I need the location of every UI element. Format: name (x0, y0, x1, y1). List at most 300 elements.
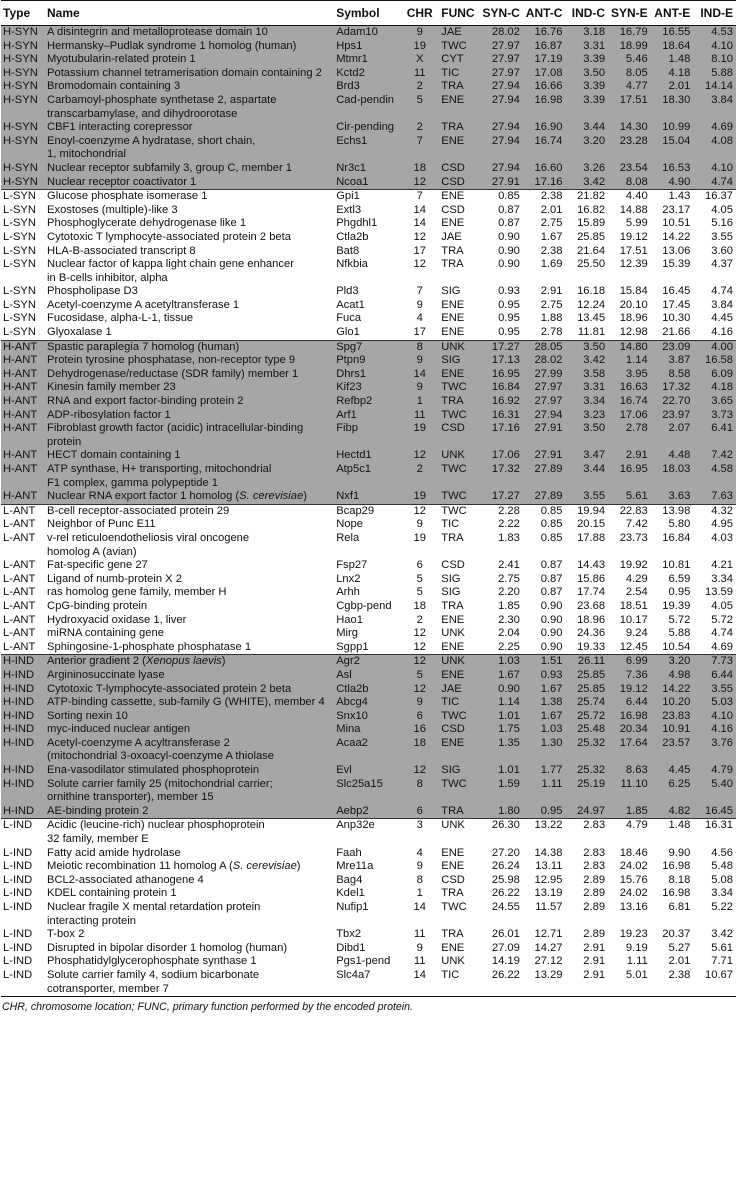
type-cell: L-IND (3, 901, 33, 913)
ant-c-cell: 27.91 (523, 422, 566, 449)
type-cell: H-SYN (1, 94, 45, 121)
name-cell: Acetyl-coenzyme A acetyltransferase 1 (47, 298, 240, 311)
ind-c-cell: 15.89 (577, 217, 606, 230)
ind-c-cell: 19.94 (565, 504, 608, 518)
syn-e-cell: 1.11 (626, 955, 648, 968)
name-cell: Nuclear receptor coactivator 1 (45, 176, 334, 190)
gene-table (1, 0, 736, 997)
ind-c-cell: 23.68 (577, 599, 606, 612)
name-cell: Disrupted in bipolar disorder 1 homolog (human) (47, 941, 288, 954)
ant-e-cell: 16.55 (651, 26, 694, 40)
type-cell: L-SYN (3, 217, 36, 230)
func-cell: TWC (439, 778, 480, 805)
syn-c-cell: 16.92 (480, 395, 523, 409)
chr-cell: 12 (398, 449, 439, 463)
chr-cell: 18 (398, 162, 439, 176)
table-row (1, 245, 736, 259)
ind-e-cell: 4.21 (711, 559, 733, 572)
type-cell: H-IND (1, 737, 45, 764)
type-cell: L-IND (3, 941, 33, 954)
col-header-symbol: Symbol (334, 1, 398, 26)
func-cell: ENE (439, 94, 480, 121)
ind-e-cell: 7.73 (693, 655, 736, 669)
ant-c-cell: 0.85 (540, 531, 563, 544)
syn-c-cell: 27.91 (480, 176, 523, 190)
ind-c-cell: 2.89 (583, 901, 606, 913)
ind-e-cell: 6.41 (693, 422, 736, 449)
type-cell: L-IND (3, 846, 33, 859)
table-row (1, 40, 736, 54)
ind-c-cell: 17.74 (577, 586, 606, 599)
func-cell: ENE (439, 737, 480, 764)
symbol-cell: Bat8 (336, 244, 360, 257)
table-row (1, 600, 736, 614)
ind-c-cell: 25.85 (565, 669, 608, 683)
syn-e-cell: 16.74 (608, 395, 651, 409)
name-cell: T-box 2 (47, 928, 85, 941)
ant-e-cell: 17.32 (651, 381, 694, 395)
ant-c-cell: 1.30 (523, 737, 566, 764)
ant-c-cell: 11.57 (535, 901, 563, 913)
syn-e-cell: 2.91 (608, 449, 651, 463)
func-cell: ENE (441, 217, 465, 230)
name-cell: Cytotoxic T lymphocyte-associated protein 2 beta (47, 230, 291, 243)
ind-e-cell: 3.84 (711, 298, 733, 311)
syn-c-cell: 16.84 (480, 381, 523, 395)
table-row (1, 683, 736, 697)
symbol-cell: Extl3 (336, 203, 362, 216)
chr-cell: 16 (398, 723, 439, 737)
ant-c-cell: 0.95 (523, 805, 566, 819)
ant-e-cell: 18.03 (651, 463, 694, 490)
ant-c-cell: 0.93 (523, 669, 566, 683)
syn-e-cell: 17.06 (608, 409, 651, 423)
syn-e-cell: 14.80 (608, 340, 651, 354)
symbol-cell: Evl (334, 764, 398, 778)
chr-cell: 4 (416, 846, 423, 859)
ind-c-cell: 2.89 (583, 873, 606, 886)
type-cell: H-ANT (1, 340, 45, 354)
symbol-cell: Faah (336, 846, 362, 859)
type-cell: L-SYN (3, 203, 36, 216)
table-row (1, 395, 736, 409)
ant-e-cell: 23.17 (662, 203, 691, 216)
name-cell: Argininosuccinate lyase (45, 669, 334, 683)
symbol-cell: Echs1 (334, 135, 398, 162)
syn-e-cell: 23.28 (608, 135, 651, 162)
table-row (1, 409, 736, 423)
ant-e-cell: 10.81 (662, 559, 691, 572)
syn-c-cell: 17.27 (480, 490, 523, 504)
syn-e-cell: 15.84 (619, 285, 648, 298)
ant-e-cell: 3.87 (651, 354, 694, 368)
symbol-cell: Dibd1 (336, 941, 366, 954)
table-row (1, 162, 736, 176)
ind-e-cell: 3.73 (693, 409, 736, 423)
ind-c-cell: 11.81 (577, 326, 606, 339)
syn-e-cell: 9.24 (625, 627, 648, 640)
func-cell: TRA (439, 805, 480, 819)
symbol-cell: Lnx2 (336, 572, 361, 585)
syn-e-cell: 4.40 (608, 190, 651, 204)
name-cell: Hermansky–Pudlak syndrome 1 homolog (human) (45, 40, 334, 54)
func-cell: TRA (439, 395, 480, 409)
ind-c-cell: 13.45 (577, 312, 606, 325)
func-cell: JAE (439, 26, 480, 40)
chr-cell: X (398, 53, 439, 67)
type-cell: L-IND (3, 873, 33, 886)
ant-e-cell: 16.98 (662, 887, 691, 900)
syn-c-cell: 0.85 (480, 190, 523, 204)
ind-e-cell: 4.56 (711, 846, 733, 859)
name-line: Enoyl-coenzyme A hydratase, short chain, (47, 134, 256, 147)
syn-e-cell: 4.29 (625, 572, 648, 585)
chr-cell: 12 (413, 640, 426, 653)
ind-e-cell: 8.10 (693, 53, 736, 67)
symbol-cell: Abcg4 (334, 696, 398, 710)
chr-cell: 8 (398, 340, 439, 354)
func-cell: TRA (441, 244, 464, 257)
ind-c-cell: 3.58 (565, 368, 608, 382)
name-cell (45, 737, 334, 764)
chr-cell: 18 (413, 599, 426, 612)
type-cell: H-ANT (1, 463, 45, 490)
ind-e-cell: 5.16 (711, 217, 733, 230)
type-cell: L-SYN (3, 258, 36, 271)
type-cell: L-SYN (3, 230, 36, 243)
table-row (1, 490, 736, 504)
table-row (1, 204, 736, 218)
table-row (1, 901, 736, 928)
ind-c-cell: 2.83 (583, 846, 606, 859)
ant-c-cell: 0.90 (540, 627, 563, 640)
ind-e-cell: 5.88 (693, 67, 736, 81)
name-line: Acetyl-coenzyme A acyltransferase 2 (47, 736, 230, 749)
ind-c-cell: 15.86 (577, 572, 606, 585)
ind-c-cell: 3.26 (565, 162, 608, 176)
syn-c-cell: 0.95 (498, 312, 520, 325)
name-cell (45, 422, 334, 449)
func-cell: SIG (439, 354, 480, 368)
syn-c-cell: 1.80 (480, 805, 523, 819)
chr-cell: 7 (398, 135, 439, 162)
symbol-cell: Hao1 (336, 613, 363, 626)
name-cell: Fatty acid amide hydrolase (47, 846, 181, 859)
ant-e-cell: 16.98 (662, 860, 691, 873)
ant-e-cell: 1.48 (651, 819, 694, 847)
ind-e-cell: 4.95 (711, 518, 733, 531)
func-cell: UNK (439, 340, 480, 354)
ant-e-cell: 22.70 (651, 395, 694, 409)
table-row (1, 176, 736, 190)
func-cell: ENE (441, 860, 465, 873)
table-row (1, 819, 736, 847)
table-row (1, 299, 736, 313)
table-row (1, 258, 736, 285)
ant-c-cell: 17.08 (523, 67, 566, 81)
syn-c-cell: 14.19 (491, 955, 520, 968)
table-row (1, 80, 736, 94)
ind-c-cell: 2.91 (565, 969, 608, 997)
func-cell: TRA (441, 531, 464, 544)
name-cell: Ligand of numb-protein X 2 (47, 572, 182, 585)
ant-c-cell: 1.51 (523, 655, 566, 669)
syn-e-cell: 5.46 (608, 53, 651, 67)
type-cell: L-ANT (3, 613, 36, 626)
chr-cell: 7 (416, 285, 423, 298)
ind-c-cell: 3.31 (565, 381, 608, 395)
syn-c-cell: 26.24 (491, 860, 520, 873)
syn-c-cell: 26.22 (480, 969, 523, 997)
ind-e-cell: 16.31 (693, 819, 736, 847)
chr-cell: 12 (398, 655, 439, 669)
ind-e-cell: 5.72 (711, 613, 733, 626)
ind-c-cell: 25.32 (565, 737, 608, 764)
type-cell: H-IND (1, 710, 45, 724)
type-cell: L-SYN (3, 326, 36, 339)
ind-e-cell: 4.69 (711, 640, 733, 653)
name-cell: ADP-ribosylation factor 1 (45, 409, 334, 423)
symbol-cell: Kif23 (334, 381, 398, 395)
chr-cell: 11 (413, 928, 426, 941)
ind-c-cell: 2.91 (583, 941, 606, 954)
table-row (1, 573, 736, 587)
type-cell: H-SYN (1, 162, 45, 176)
table-row (1, 354, 736, 368)
ant-e-cell: 4.18 (651, 67, 694, 81)
type-cell: H-ANT (1, 381, 45, 395)
col-header-chr: CHR (398, 1, 439, 26)
syn-e-cell: 2.78 (608, 422, 651, 449)
func-cell: JAE (439, 683, 480, 697)
type-cell: H-IND (1, 764, 45, 778)
func-cell: ENE (441, 846, 465, 859)
chr-cell: 1 (398, 395, 439, 409)
table-row (1, 285, 736, 299)
func-cell: TIC (439, 969, 480, 997)
syn-e-cell: 23.54 (608, 162, 651, 176)
chr-cell: 6 (398, 710, 439, 724)
func-cell: UNK (439, 449, 480, 463)
ind-c-cell: 21.64 (577, 244, 606, 257)
chr-cell: 8 (398, 778, 439, 805)
chr-cell: 3 (398, 819, 439, 847)
chr-cell: 11 (398, 67, 439, 81)
name-line: in B-cells inhibitor, alpha (47, 271, 168, 284)
col-header-type: Type (1, 1, 45, 26)
syn-e-cell: 17.51 (619, 244, 648, 257)
name-line: Fibroblast growth factor (acidic) intracellular-binding (47, 422, 304, 435)
ant-c-cell: 16.60 (523, 162, 566, 176)
symbol-cell: Nufip1 (336, 901, 369, 913)
ind-c-cell: 16.82 (577, 203, 606, 216)
name-cell: CBF1 interacting corepressor (45, 121, 334, 135)
ant-c-cell: 27.12 (534, 955, 563, 968)
chr-cell: 9 (398, 26, 439, 40)
ind-c-cell: 25.74 (565, 696, 608, 710)
syn-c-cell: 24.55 (491, 901, 520, 913)
func-cell: TWC (439, 504, 480, 518)
chr-cell: 9 (398, 354, 439, 368)
chr-cell: 9 (398, 696, 439, 710)
chr-cell: 9 (416, 298, 423, 311)
ant-e-cell: 4.98 (651, 669, 694, 683)
name-cell (45, 463, 334, 490)
ant-e-cell: 23.97 (651, 409, 694, 423)
ant-c-cell: 27.97 (523, 381, 566, 395)
ant-c-cell: 2.78 (540, 326, 563, 339)
type-cell: L-IND (1, 969, 45, 997)
table-row (1, 312, 736, 326)
type-cell: H-SYN (1, 176, 45, 190)
func-cell: CSD (439, 422, 480, 449)
type-cell: H-IND (1, 669, 45, 683)
ant-c-cell: 28.02 (523, 354, 566, 368)
chr-cell: 2 (398, 463, 439, 490)
symbol-cell: Bag4 (336, 873, 363, 886)
ind-e-cell: 6.44 (693, 669, 736, 683)
name-cell: Glucose phosphate isomerase 1 (45, 190, 334, 204)
ant-e-cell: 15.39 (662, 258, 691, 271)
ind-c-cell: 18.96 (577, 613, 606, 626)
ant-c-cell: 2.75 (540, 217, 563, 230)
ind-e-cell: 7.71 (711, 955, 733, 968)
col-header-ind-c: IND-C (565, 1, 608, 26)
ant-c-cell: 12.95 (534, 873, 563, 886)
ant-c-cell: 27.97 (523, 395, 566, 409)
func-cell: SIG (441, 572, 461, 585)
ind-c-cell: 24.36 (577, 627, 606, 640)
name-line: (mitochondrial 3-oxoacyl-coenzyme A thiolase (47, 750, 274, 763)
table-row (1, 94, 736, 121)
ant-e-cell: 9.90 (668, 846, 691, 859)
name-cell: Fucosidase, alpha-L-1, tissue (47, 312, 194, 325)
syn-c-cell: 17.13 (480, 354, 523, 368)
func-cell: TWC (439, 381, 480, 395)
name-line: v-rel reticuloendotheliosis viral oncogene (47, 531, 250, 544)
ant-c-cell: 1.88 (540, 312, 563, 325)
ind-e-cell: 10.67 (693, 969, 736, 997)
table-row (1, 955, 736, 969)
chr-cell: 18 (398, 737, 439, 764)
func-cell: CSD (441, 559, 465, 572)
func-cell: UNK (439, 655, 480, 669)
table-row (1, 67, 736, 81)
syn-e-cell: 17.64 (608, 737, 651, 764)
name-cell: Sorting nexin 10 (45, 710, 334, 724)
table-row (1, 928, 736, 942)
type-cell: H-ANT (1, 409, 45, 423)
func-cell: TIC (439, 67, 480, 81)
func-cell: ENE (441, 613, 465, 626)
name-cell: Nuclear receptor subfamily 3, group C, member 1 (45, 162, 334, 176)
ant-e-cell: 14.22 (662, 230, 691, 243)
ant-c-cell: 1.38 (523, 696, 566, 710)
syn-e-cell: 12.39 (619, 258, 648, 271)
syn-e-cell: 17.51 (608, 94, 651, 121)
name-line: homolog A (avian) (47, 545, 137, 558)
ind-e-cell: 4.53 (693, 26, 736, 40)
syn-e-cell: 16.95 (608, 463, 651, 490)
ind-e-cell: 3.55 (711, 230, 733, 243)
ant-c-cell: 14.38 (534, 846, 563, 859)
syn-c-cell: 17.06 (480, 449, 523, 463)
syn-c-cell: 2.41 (498, 559, 520, 572)
name-cell: Fat-specific gene 27 (47, 559, 148, 572)
syn-e-cell: 15.76 (619, 873, 648, 886)
ant-c-cell: 17.19 (523, 53, 566, 67)
symbol-cell: Acat1 (336, 298, 365, 311)
name-cell: Cytotoxic T-lymphocyte-associated protein 2 beta (45, 683, 334, 697)
table-row (1, 942, 736, 956)
name-cell: Potassium channel tetramerisation domain containing 2 (45, 67, 334, 81)
table-row (1, 737, 736, 764)
ant-e-cell: 2.38 (651, 969, 694, 997)
syn-c-cell: 27.97 (480, 40, 523, 54)
ant-e-cell: 10.91 (651, 723, 694, 737)
func-cell: ENE (441, 941, 465, 954)
func-cell: TRA (441, 928, 464, 941)
ind-e-cell: 4.74 (711, 285, 733, 298)
ant-c-cell: 17.16 (523, 176, 566, 190)
ind-e-cell: 3.65 (693, 395, 736, 409)
ind-e-cell: 3.34 (711, 572, 733, 585)
syn-e-cell: 1.14 (608, 354, 651, 368)
ant-e-cell: 2.01 (651, 80, 694, 94)
ind-c-cell: 2.91 (583, 955, 606, 968)
func-cell: TWC (439, 490, 480, 504)
symbol-cell: Nxf1 (334, 490, 398, 504)
syn-e-cell: 5.61 (608, 490, 651, 504)
func-cell: UNK (441, 627, 465, 640)
symbol-cell: Hps1 (334, 40, 398, 54)
chr-cell: 12 (398, 504, 439, 518)
syn-e-cell: 23.73 (619, 531, 648, 544)
ind-e-cell: 6.09 (693, 368, 736, 382)
ind-e-cell: 3.55 (693, 683, 736, 697)
ant-c-cell: 0.90 (540, 640, 563, 653)
name-line: interacting protein (47, 914, 136, 927)
ind-e-cell: 7.42 (693, 449, 736, 463)
name-cell: KDEL containing protein 1 (47, 887, 177, 900)
type-cell: H-ANT (1, 354, 45, 368)
ant-e-cell: 15.04 (651, 135, 694, 162)
ind-e-cell: 3.84 (693, 94, 736, 121)
syn-e-cell: 4.77 (608, 80, 651, 94)
chr-cell: 19 (398, 490, 439, 504)
syn-c-cell: 17.16 (480, 422, 523, 449)
syn-c-cell: 16.31 (480, 409, 523, 423)
ind-e-cell: 5.03 (693, 696, 736, 710)
func-cell: TRA (441, 599, 464, 612)
type-cell: H-SYN (1, 40, 45, 54)
ind-e-cell: 16.45 (693, 805, 736, 819)
symbol-cell: Tbx2 (336, 928, 362, 941)
chr-cell: 5 (416, 572, 423, 585)
syn-e-cell: 9.19 (625, 941, 648, 954)
name-cell (45, 94, 334, 121)
syn-e-cell: 19.92 (619, 559, 648, 572)
symbol-cell: Agr2 (334, 655, 398, 669)
symbol-cell: Ptpn9 (334, 354, 398, 368)
col-header-syn-c: SYN-C (480, 1, 523, 26)
syn-c-cell: 2.25 (498, 640, 520, 653)
syn-e-cell: 24.02 (619, 887, 648, 900)
ant-e-cell: 5.27 (668, 941, 691, 954)
ind-c-cell: 3.42 (565, 176, 608, 190)
ind-e-cell: 4.00 (693, 340, 736, 354)
syn-c-cell: 1.14 (480, 696, 523, 710)
